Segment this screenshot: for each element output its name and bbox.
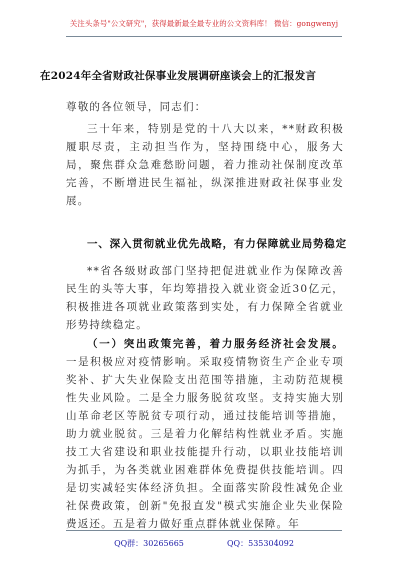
- subsection1-heading: （一）突出政策完善，着力服务经济社会发展。: [87, 338, 344, 350]
- section1-paragraph: **省各级财政部门坚持把促进就业作为保障改善民生的头等大事，年均筹措投入就业资金近30亿元，积极推进各项就业政策落到实处，有力保障全省就业形势持续稳定。: [66, 265, 344, 331]
- header-divider: [66, 36, 342, 37]
- section-heading-1: 一、深入贯彻就业优先战略，有力保障就业局势稳定: [87, 238, 347, 250]
- footer: [0, 538, 408, 549]
- footer-divider: [66, 530, 342, 531]
- subsection1-paragraph: [66, 335, 344, 533]
- salutation: 尊敬的各位领导，同志们：: [66, 101, 207, 113]
- header-banner-text: 关注头条号"公文研究"，获得最新最全最专业的公文资料库！ 微信：gongwenyj: [69, 19, 339, 28]
- document-title: 在2024年全省财政社保事业发展调研座谈会上的汇报发言: [40, 70, 317, 82]
- footer-qq-group: QQ群：30265665: [114, 539, 184, 548]
- header-banner: [0, 18, 408, 29]
- intro-paragraph: 三十年来，特别是党的十八大以来，**财政积极履职尽责，主动担当作为，坚持围绕中心，服务大局，聚焦群众急难愁盼问题，着力推动社保制度改革完善，不断增进民生福祉，纵深推进财政社保事业发展。: [66, 123, 344, 207]
- footer-qq: QQ：535304092: [227, 539, 294, 548]
- subsection1-body: 一是积极应对疫情影响。采取疫情物资生产企业专项奖补、扩大失业保险支出范围等措施，主动防范规模性失业风险。二是全力服务脱贫攻坚。支持实施大别山革命老区等脱贫专项行动，通过技能培训等措施，助力就业脱贫。三是着力化解结构性就业矛盾。实施技工大省建设和职业技能提升行动，以职业技能培训为抓手，为各类就业困难群体免费提供技能培训。四是切实减轻实体经济负担。全面落实阶段性减免企业社保费政策，创新"免报直发"模式实施企业失业保险费返还。五是着力做好重点群体就业保障。年: [66, 356, 344, 530]
